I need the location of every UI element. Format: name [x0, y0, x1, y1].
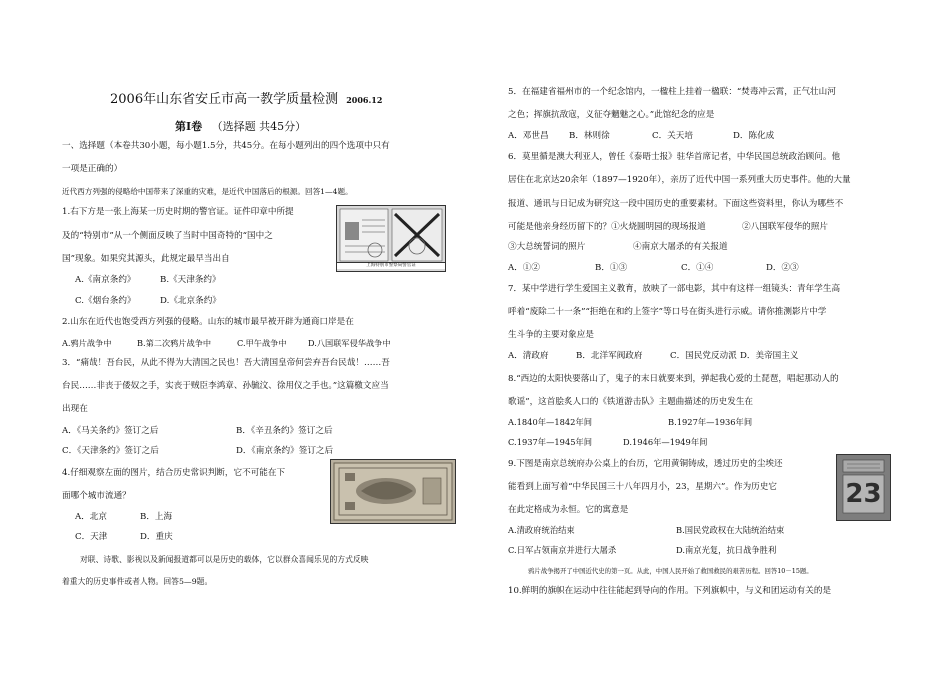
q4-option-c: C．天津 [75, 532, 108, 542]
q9-line-3: 在此定格成为永恒。它的寓意是 [508, 505, 629, 515]
q7-line-3: 生斗争的主要对象应是 [508, 330, 594, 340]
calendar-image [836, 454, 891, 521]
q1-option-a: A.《南京条约》 [75, 275, 136, 285]
section-note: （选择题 共45分） [211, 120, 307, 133]
q6-line-2: 居住在北京达20余年（1897—1920年），亲历了近代中国一系列重大历史事件。他的大量 [508, 175, 851, 185]
q3-option-a: A．《马关条约》签订之后 [62, 426, 159, 436]
intro-10-15: 鸦片战争揭开了中国近代史的第一页。从此，中国人民开始了救国救民的艰苦历程。回答10－15题。 [528, 567, 813, 575]
q2-option-b: B.第二次鸦片战争中 [137, 338, 212, 348]
q9-option-b: B.国民党政权在大陆统治结束 [676, 525, 785, 535]
q8-option-d: D.1946年—1949年间 [623, 437, 708, 447]
q1-line-3: 国”现象。如果究其源头，此规定最早当出自 [62, 254, 230, 264]
q6-item-2: ②八国联军侵华的照片 [742, 222, 828, 232]
q9-line-2: 能看到上面写着“中华民国三十八年四月小，23，星期六”。作为历史它 [508, 482, 777, 492]
q6-item-4: ④南京大屠杀的有关报道 [633, 242, 728, 252]
q3-option-d: D．《南京条约》签订之后 [236, 446, 334, 456]
q1-option-d: D.《北京条约》 [160, 296, 221, 306]
q8-line-2: 歌谣”，这首脍炙人口的《铁道游击队》主题曲描述的历史发生在 [508, 397, 754, 407]
q7-line-1: 7．某中学进行学生爱国主义教育，放映了一部电影，其中有这样一组镜头：青年学生高 [508, 284, 841, 294]
q1-option-b: B.《天津条约》 [160, 275, 221, 285]
police-id-caption: 上海特别市警察局警官证 [337, 262, 445, 269]
q5-line-2: 之色；挥旗抗敌寇，义征夺魑魅之心。”此馆纪念的应是 [508, 110, 715, 120]
police-id-image [336, 205, 446, 272]
q9-line-1: 9.下图是南京总统府办公桌上的台历，它用黄铜铸成，透过历史的尘埃还 [508, 459, 783, 469]
q6-option-b: B．①③ [595, 263, 628, 273]
section-heading [175, 121, 306, 132]
q8-line-1: 8.“西边的太阳快要落山了，鬼子的末日就要来到，弹起我心爱的土琵琶，唱起那动人的 [508, 374, 839, 384]
q2-option-a: A.鸦片战争中 [62, 338, 112, 348]
q5-option-a: A．邓世昌 [508, 131, 549, 141]
q4-option-d: D．重庆 [140, 532, 173, 542]
q5-option-d: D．陈化成 [733, 131, 775, 141]
q3-line-2: 台民……非丧于倭奴之手，实丧于贼臣李鸿章、孙毓汶、徐用仪之手也。”这篇檄文应当 [62, 381, 389, 391]
section-title: 第Ⅰ卷 [175, 120, 203, 133]
q3-line-3: 出现在 [62, 404, 88, 414]
q7-option-c: C．国民党反动派 [670, 351, 737, 361]
q6-line-3: 报道、通讯与日记成为研究这一段中国历史的重要素材。下面这些资料里，你认为哪些不 [508, 199, 844, 209]
q9-option-a: A.清政府统治结束 [508, 525, 575, 535]
q2-line-1: 2.山东在近代也饱受西方列强的侵略。山东的城市最早被开辟为通商口岸是在 [62, 317, 354, 327]
q9-option-c: C.日军占领南京并进行大屠杀 [508, 545, 617, 555]
q6-option-c: C．①④ [681, 263, 714, 273]
q2-option-d: D.八国联军侵华战争中 [308, 338, 391, 348]
q4-line-1: 4.仔细观察左面的图片，结合历史常识判断，它不可能在下 [62, 468, 286, 478]
exam-title [110, 93, 382, 106]
q9-option-d: D.南京光复，抗日战争胜利 [676, 545, 777, 555]
q6-option-a: A．①② [508, 263, 540, 273]
q3-option-b: B．《辛丑条约》签订之后 [236, 426, 333, 436]
q8-option-b: B.1927年—1936年间 [668, 417, 753, 427]
q4-option-a: A．北京 [75, 512, 107, 522]
q8-option-a: A.1840年—1842年间 [508, 417, 593, 427]
q7-option-b: B．北洋军阀政府 [576, 351, 643, 361]
intro-5-9-line-2: 着重大的历史事件或者人物。回答5—9题。 [62, 577, 213, 586]
q5-option-b: B．林则徐 [569, 131, 610, 141]
banknote-drawing [331, 460, 455, 523]
q6-option-d: D．②③ [766, 263, 799, 273]
q6-line-4: 可能是他亲身经历留下的？①火烧圆明园的现场报道 [508, 222, 706, 232]
q1-option-c: C.《烟台条约》 [75, 296, 136, 306]
instruction-line-1: 一、选择题（本卷共30小题，每小题1.5分，共45分。在每小题列出的四个选项中只有 [62, 141, 390, 151]
q5-line-1: 5．在福建省福州市的一个纪念馆内，一楹柱上挂着一楹联：“焚毒冲云霄，正气壮山河 [508, 87, 836, 97]
q3-option-c: C．《天津条约》签订之后 [62, 446, 159, 456]
q6-item-3: ③大总统誓词的照片 [508, 242, 586, 252]
exam-title-text: 2006年山东省安丘市高一教学质量检测 [110, 92, 339, 107]
q7-option-d: D．美帝国主义 [740, 351, 799, 361]
q1-line-2: 及的“特别市”从一个侧面反映了当时中国奇特的“国中之 [62, 231, 273, 241]
q1-line-1: 1.右下方是一张上海某一历史时期的警官证。证件印章中所提 [62, 207, 294, 217]
q8-option-c: C.1937年—1945年间 [508, 437, 593, 447]
q2-option-c: C.甲午战争中 [237, 338, 287, 348]
intro-5-9-line-1: 对联、诗歌、影视以及新闻报道都可以是历史的载体，它以群众喜闻乐见的方式反映 [80, 555, 369, 564]
intro-1-4: 近代西方列强的侵略给中国带来了深重的灾难，是近代中国落后的根源。回答1—4题。 [62, 187, 353, 196]
calendar-number: 23 [845, 479, 882, 509]
q6-line-1: 6．莫里循是澳大利亚人，曾任《泰晤士报》驻华首席记者，中华民国总统政治顾问。他 [508, 152, 841, 162]
q10-line-1: 10.鲜明的旗帜在运动中往往能起到导向的作用。下列旗帜中，与义和团运动有关的是 [508, 586, 832, 596]
q4-line-2: 面哪个城市流通？ [62, 491, 131, 501]
q7-option-a: A．清政府 [508, 351, 549, 361]
q5-option-c: C．关天培 [652, 131, 693, 141]
exam-title-date: 2006.12 [346, 95, 383, 105]
instruction-line-2: 一项是正确的） [62, 164, 123, 174]
q4-option-b: B．上海 [140, 512, 173, 522]
q3-line-1: 3．“痛哉！吾台民，从此不得为大清国之民也！吾大清国皇帝何尝弃吾台民哉！……吾 [62, 358, 390, 368]
q7-line-2: 呼着“废除二十一条”“拒绝在和约上签字”等口号在街头进行示威。请你推测影片中学 [508, 307, 827, 317]
banknote-image [330, 459, 456, 524]
